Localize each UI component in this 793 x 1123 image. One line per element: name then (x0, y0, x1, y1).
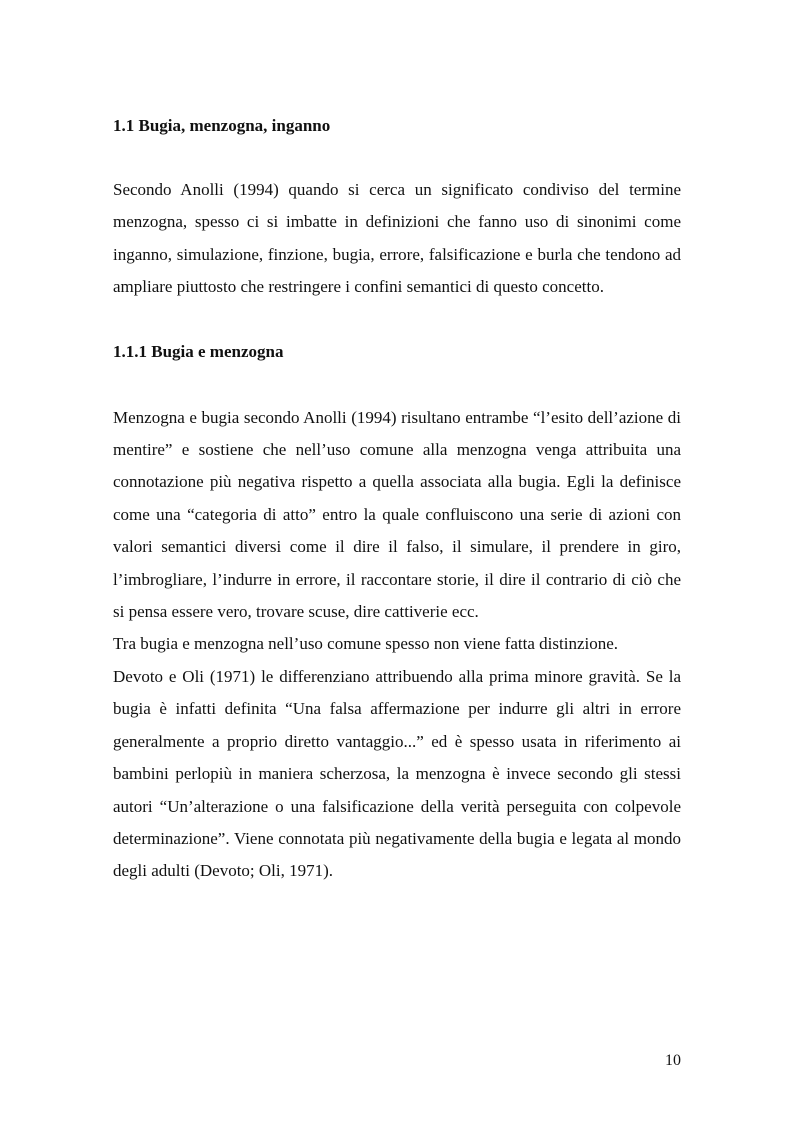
page-content (113, 110, 681, 888)
subsection-paragraph-1: Menzogna e bugia secondo Anolli (1994) risultano entrambe “l’esito dell’azione di mentire” e sostiene che nell’uso comune alla menzogna venga attribuita una connotazione più negativa rispetto a quella associata alla bugia. Egli la definisce come una “categoria di atto” entro la quale confluiscono una serie di azioni con valori semantici diversi come il dire il falso, il simulare, il prendere in giro, l’imbrogliare, l’indurre in errore, il raccontare storie, il dire il contrario di ciò che si pensa essere vero, trovare scuse, dire cattiverie ecc. (113, 407, 681, 622)
section-heading: 1.1 Bugia, menzogna, inganno (113, 116, 331, 135)
subsection-paragraph-3: Devoto e Oli (1971) le differenziano attribuendo alla prima minore gravità. Se la bugia è infatti definita “Una falsa affermazione per indurre gli altri in errore generalmente a proprio diretto vantaggio...” ed è spesso usata in riferimento ai bambini perlopiù in maniera scherzosa, la menzogna è invece secondo gli stessi autori “Un’alterazione o una falsificazione della verità perseguita con colpevole determinazione”. Viene connotata più negativamente della bugia e legata al mondo degli adulti (Devoto; Oli, 1971). (113, 666, 681, 881)
subsection-paragraph-2: Tra bugia e menzogna nell’uso comune spesso non viene fatta distinzione. (113, 634, 619, 654)
subsection-heading: 1.1.1 Bugia e menzogna (113, 341, 284, 361)
section-paragraph: Secondo Anolli (1994) quando si cerca un significato condiviso del termine menzogna, spesso ci si imbatte in definizioni che fanno uso di sinonimi come inganno, simulazione, finzione, bugia, errore, falsificazione e burla che tendono ad ampliare piuttosto che restringere i confini semantici di questo concetto. (113, 180, 681, 297)
page-number: 10 (665, 1052, 681, 1069)
